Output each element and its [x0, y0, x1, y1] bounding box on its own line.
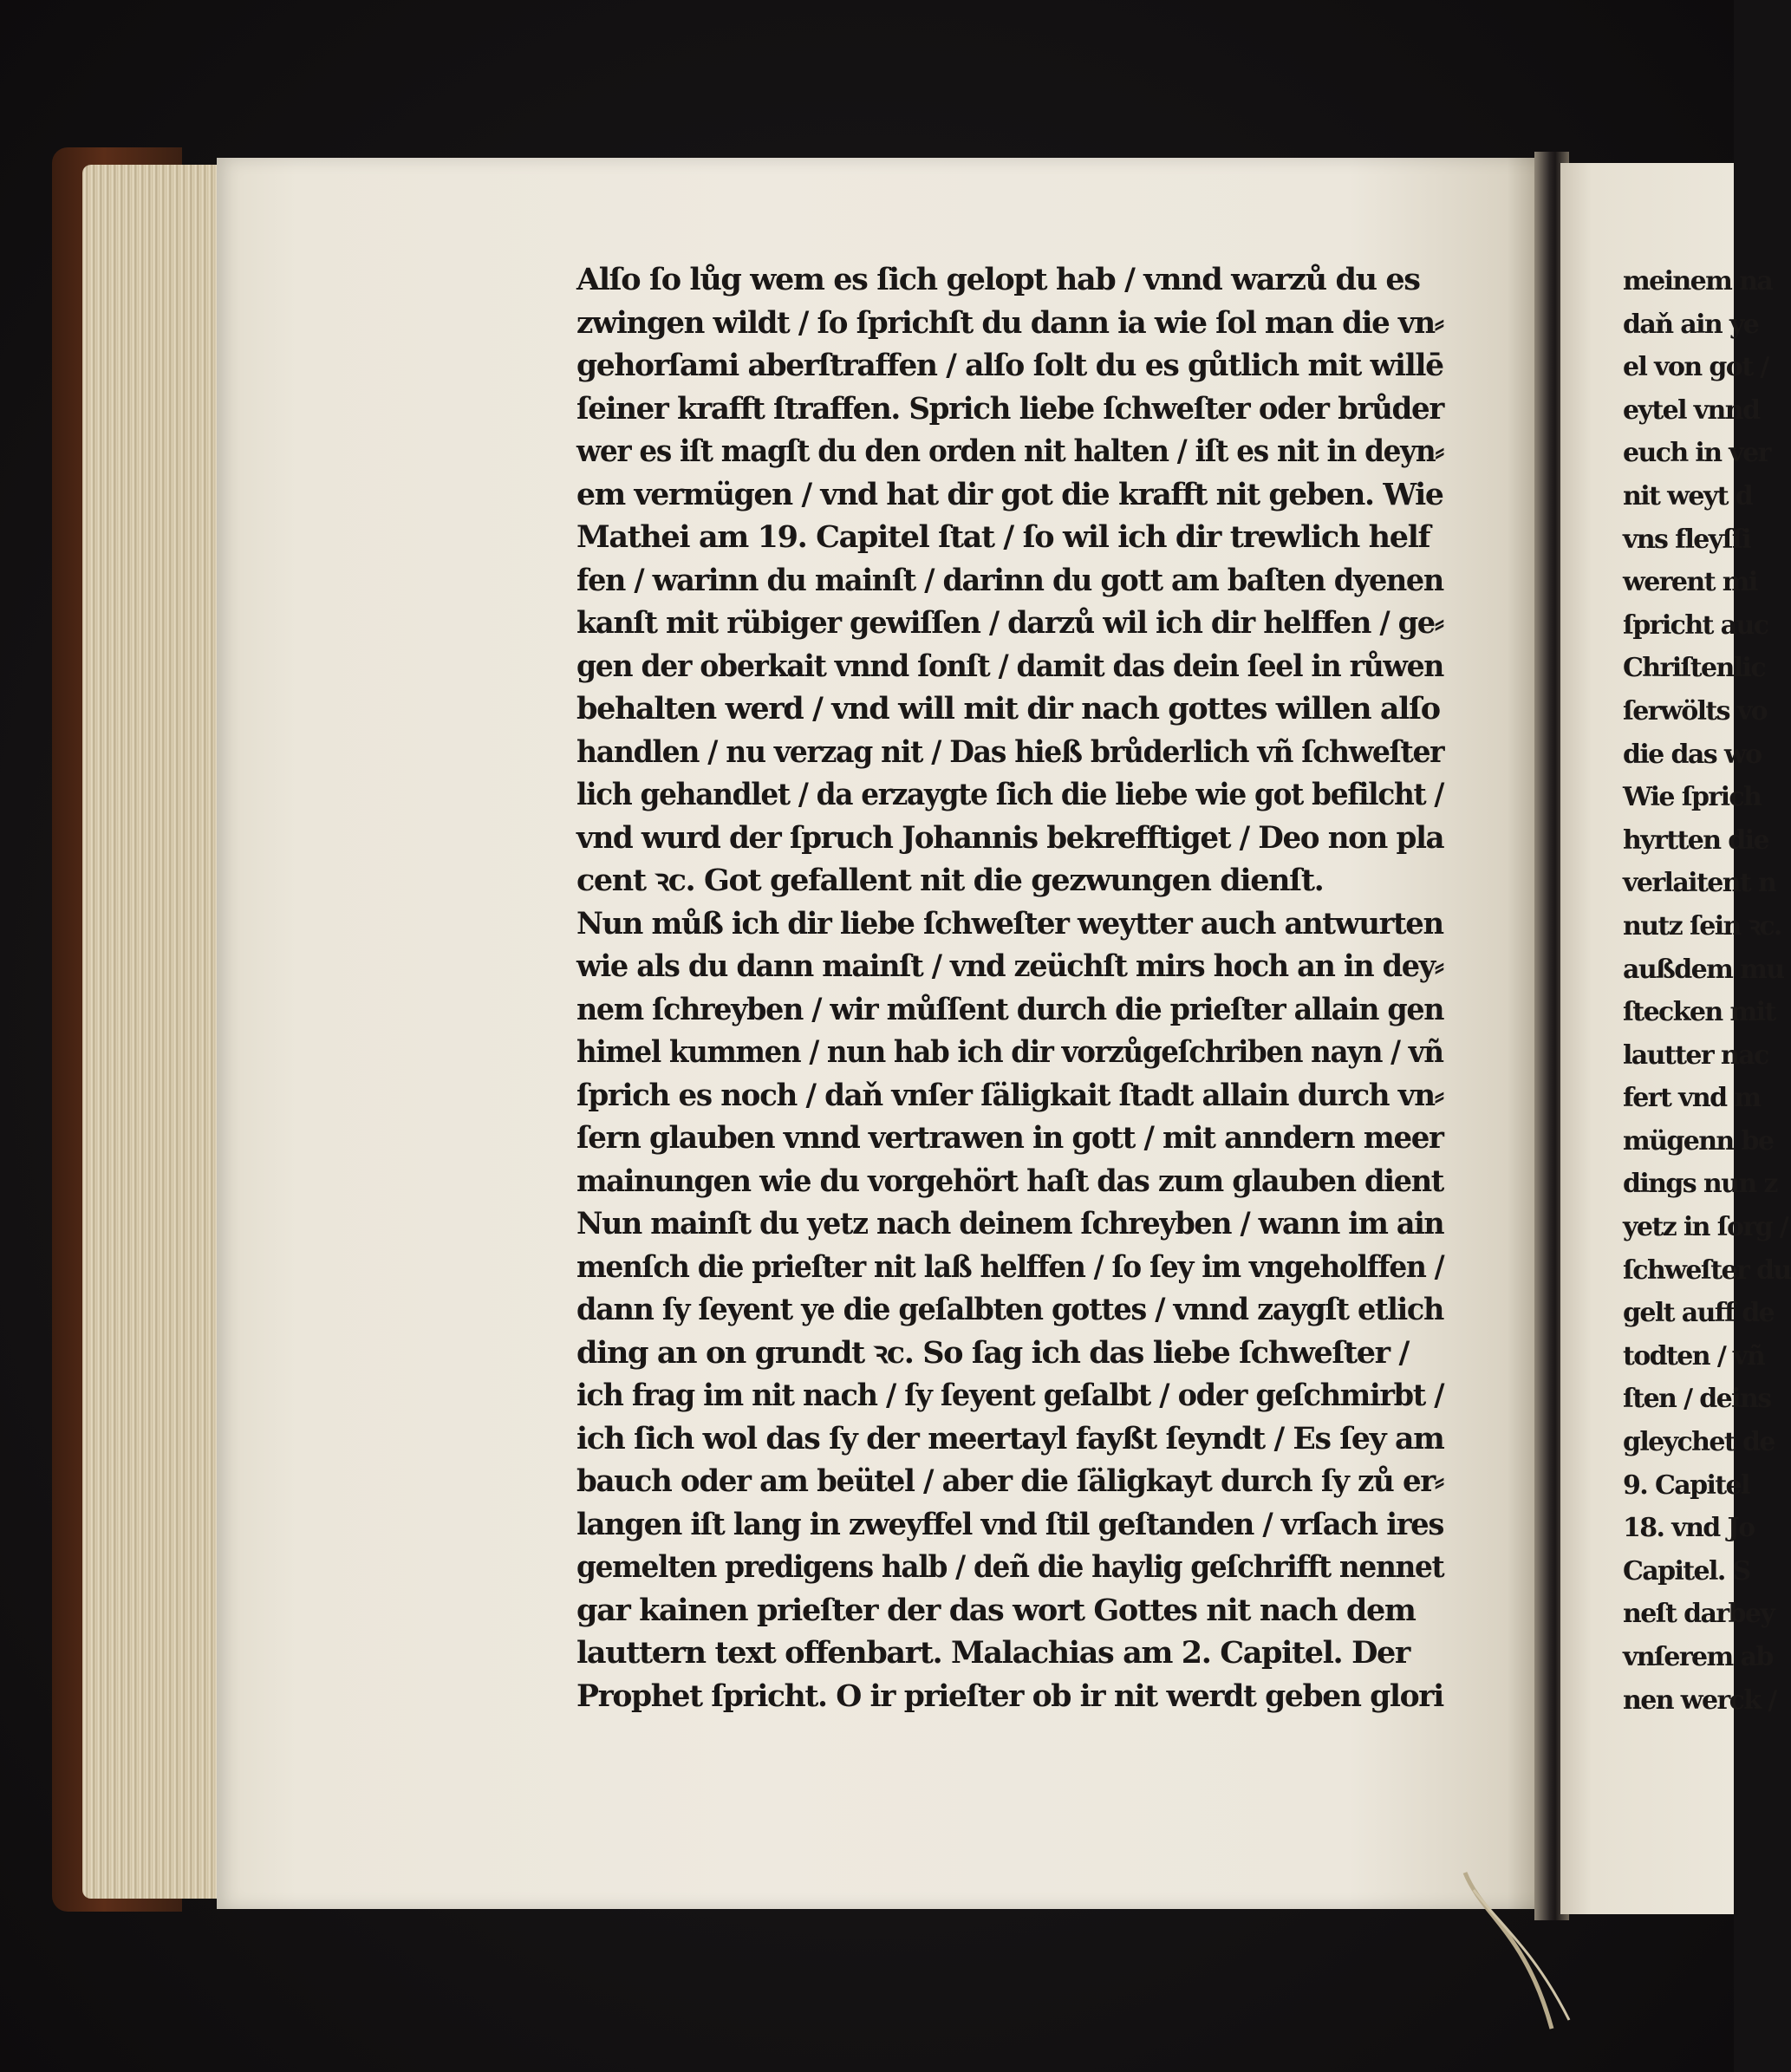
text-line: fen / warinn du mainſt / darinn du gott am baſten dyenen	[576, 562, 1443, 598]
fragment-line: ſerwölts vo	[1623, 695, 1768, 727]
fragment-line: todten / vñ	[1623, 1340, 1765, 1372]
text-line: menſch die prieſter nit laß helffen / ſo ſey im vngeholffen /	[576, 1248, 1444, 1285]
fragment-line: die das wo	[1623, 739, 1762, 770]
fragment-line: 18. vnd Jo	[1623, 1513, 1755, 1544]
fragment-line: hyrtten die	[1623, 824, 1768, 856]
fragment-line: Wie ſprich	[1623, 782, 1762, 813]
text-line: kanſt mit rübiger gewiſſen / darzů wil ich dir helffen / ge⸗	[576, 605, 1443, 641]
fragment-line: lautter nac	[1623, 1039, 1768, 1071]
fragment-line: fert vnd m	[1623, 1083, 1761, 1114]
text-line: mainungen wie du vorgehört haſt das zum glauben dient	[576, 1163, 1443, 1199]
page-block-edges	[82, 165, 230, 1899]
text-line: gehorſami aberſtraffen / alſo ſolt du es gůtlich mit willē	[576, 348, 1443, 383]
text-line: lauttern text offenbart. Malachias am 2. Capitel. Der	[576, 1635, 1410, 1671]
fragment-line: werent mi	[1623, 567, 1757, 598]
fragment-line: verlaitent n	[1623, 868, 1776, 899]
fragment-line: gelt auff de	[1623, 1298, 1775, 1329]
text-line: ſern glauben vnnd vertrawen in gott / mit anndern meer	[576, 1120, 1443, 1156]
fragment-line: ſten / deins	[1623, 1384, 1771, 1415]
text-line: ſprich es noch / daň vnſer ſäligkait ſtadt allain durch vn⸗	[576, 1077, 1443, 1113]
text-line: gen der oberkait vnnd ſonſt / damit das dein ſeel in růwen	[576, 648, 1444, 684]
text-line: wie als du dann mainſt / vnd zeüchſt mirs hoch an in dey⸗	[576, 948, 1443, 984]
text-line: himel kummen / nun hab ich dir vorzůgeſchriben nayn / vñ	[576, 1034, 1443, 1070]
text-line: gemelten predigens halb / deñ die haylig geſchrifft nennet	[576, 1549, 1444, 1585]
text-line: Nun mainſt du yetz nach deinem ſchreyben / wann im ain	[576, 1206, 1444, 1241]
fragment-line: ſchweſter du	[1623, 1254, 1791, 1286]
right-page-text-fragment	[1623, 260, 1791, 1722]
text-line: lich gehandlet / da erzaygte ſich die liebe wie got befilcht /	[576, 777, 1444, 812]
text-line: behalten werd / vnd will mit dir nach gottes willen alſo	[576, 691, 1440, 727]
fragment-line: nen werck /	[1623, 1684, 1776, 1716]
text-line: dann ſy ſeyent ye die geſalbten gottes / vnnd zaygſt etlich	[576, 1292, 1443, 1327]
fragment-line: eytel vnnd	[1623, 394, 1760, 426]
text-line: Alſo ſo lůg wem es ſich gelopt hab / vnnd warzů du es	[576, 262, 1420, 297]
fragment-line: nit weyt d	[1623, 480, 1753, 511]
text-line: Nun můß ich dir liebe ſchweſter weytter auch antwurten	[576, 905, 1443, 942]
fragment-line: gleychet de	[1623, 1427, 1775, 1458]
text-line: handlen / nu verzag nit / Das hieß brůderlich vñ ſchweſter	[576, 733, 1444, 770]
text-line: ding an on grundt ꝛc. So ſag ich das liebe ſchweſter /	[576, 1334, 1409, 1371]
fragment-line: ſtecken mit	[1623, 997, 1775, 1028]
fragment-line: vnſerem ab	[1623, 1642, 1773, 1672]
fragment-line: neſt darbey	[1623, 1599, 1775, 1630]
text-line: zwingen wildt / ſo ſprichſt du dann ia wie ſol man die vn⸗	[576, 304, 1443, 341]
text-line: bauch oder am beütel / aber die ſäligkayt durch ſy zů er⸗	[576, 1463, 1443, 1499]
text-line: cent ꝛc. Got gefallent nit die gezwungen dienſt.	[576, 863, 1324, 898]
text-line: Mathei am 19. Capitel ſtat / ſo wil ich dir trewlich helf	[576, 519, 1430, 555]
fragment-line: nutz ſein ꝛc.	[1623, 910, 1781, 942]
text-line: ich ſich wol das ſy der meertayl fayßt ſeyndt / Es ſey am	[576, 1420, 1444, 1456]
fragment-line: euch in ver	[1623, 438, 1770, 469]
fragment-line: vns fleyſſi	[1623, 524, 1751, 555]
text-line: vnd wurd der ſpruch Johannis bekrefftiget / Deo non pla	[576, 819, 1444, 856]
text-line: ich frag im nit nach / ſy ſeyent geſalbt / oder geſchmirbt /	[576, 1378, 1444, 1413]
fragment-line: außdem mu	[1623, 954, 1784, 985]
text-line: nem ſchreyben / wir můſſent durch die prieſter allain gen	[576, 991, 1444, 1027]
fragment-line: 9. Capitel	[1623, 1469, 1749, 1501]
fragment-line: dings nun z	[1623, 1169, 1777, 1200]
fragment-line: meinem na	[1623, 266, 1773, 296]
text-line: Prophet ſpricht. O ir prieſter ob ir nit werdt geben glori	[576, 1678, 1443, 1714]
text-line: em vermügen / vnd hat dir got die krafft nit geben. Wie	[576, 476, 1443, 512]
fragment-line: daň ain ye	[1623, 309, 1759, 340]
fragment-line: mügenn be	[1623, 1125, 1774, 1157]
text-line: wer es iſt magſt du den orden nit halten / iſt es nit in deyn⸗	[576, 433, 1443, 469]
fragment-line: Chriſtenlic	[1623, 653, 1766, 684]
fragment-line: Capitel. S	[1623, 1555, 1750, 1587]
text-line: ſeiner krafft ſtraffen. Sprich liebe ſchweſter oder brůder	[576, 390, 1443, 427]
text-line: gar kainen prieſter der das wort Gottes nit nach dem	[576, 1592, 1416, 1628]
fragment-line: el von got /	[1623, 352, 1768, 383]
bookmark-string	[1448, 1864, 1586, 2037]
left-page-text-block	[576, 258, 1443, 1717]
fragment-line: ſpricht auc	[1623, 609, 1768, 641]
text-line: langen iſt lang in zweyffel vnd ſtil geſtanden / vrſach ires	[576, 1506, 1444, 1542]
fragment-line: yetz in ſorg /	[1623, 1212, 1788, 1243]
